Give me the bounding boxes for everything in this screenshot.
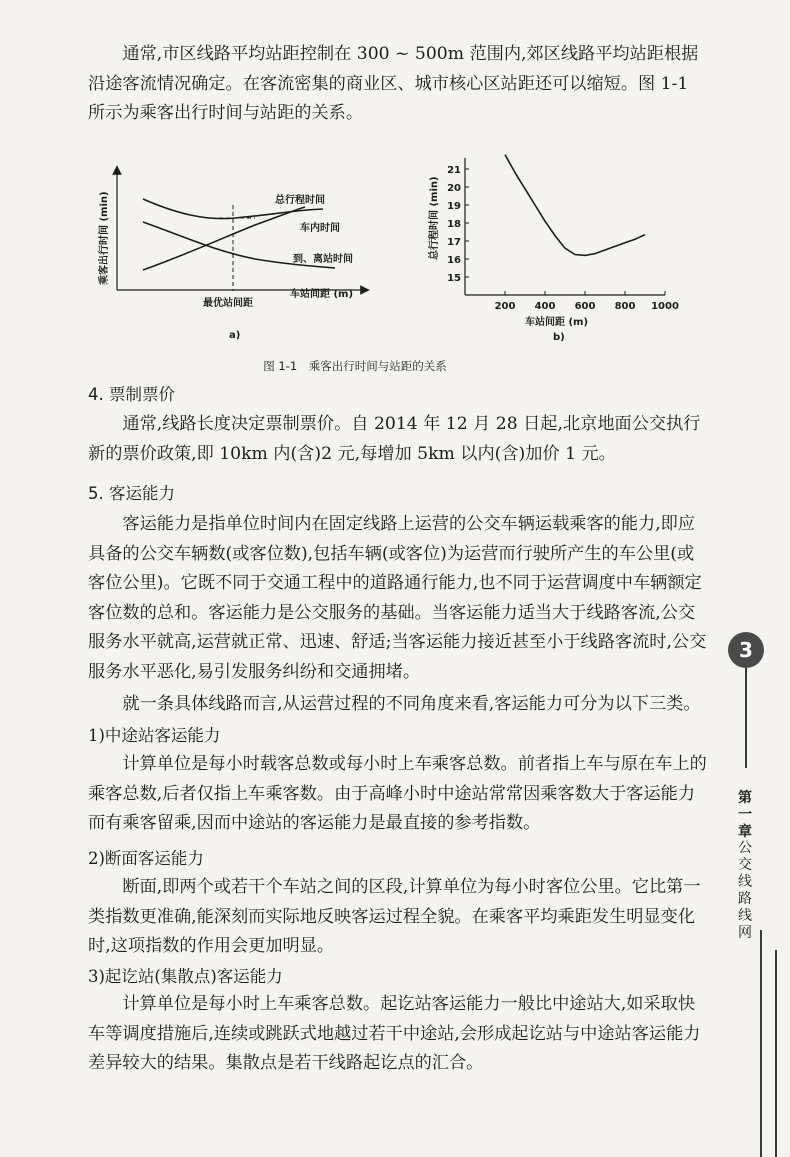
figure-a — [95, 165, 385, 345]
y-tick-label: 17 — [447, 237, 461, 248]
series-total-time — [505, 155, 645, 256]
panel-label-a: a) — [229, 330, 241, 341]
legend-access: 到、离站时间 — [293, 254, 353, 265]
intro-paragraph: 通常,市区线路平均站距控制在 300 ~ 500m 范围内,郊区线路平均站距根据沿途客流情况确定。在客流密集的商业区、城市核心区站距还可以缩短。图 1-1 所示为乘客出行时间与站距的关系。 — [88, 44, 699, 123]
section-5-title: 5. 客运能力 — [88, 484, 175, 503]
subsection-3-title: 3)起讫站(集散点)客运能力 — [88, 967, 283, 986]
y-tick-label: 20 — [447, 183, 461, 194]
y-tick-label: 18 — [447, 219, 461, 230]
y-tick-label: 15 — [447, 273, 461, 284]
subsection-3-text: 计算单位是每小时上车乘客总数。起讫站客运能力一般比中途站大,如采取快车等调度措施后,连续或跳跃式地越过若干中途站,会形成起讫站与中途站客运能力差异较大的结果。集散点是若干线路起讫点的汇合。 — [88, 994, 701, 1073]
x-tick-label: 200 — [494, 301, 516, 312]
y-tick-label: 16 — [447, 255, 461, 266]
ylabel-b: 总行程时间 (min) — [429, 176, 440, 260]
chapter-title: 公交线路线网 — [738, 840, 752, 941]
legend-total: 总行程时间 — [275, 195, 325, 206]
side-decor-line — [775, 950, 777, 1157]
subsection-2-text: 断面,即两个或若干个车站之间的区段,计算单位为每小时客位公里。它比第一类指数更准确,能深刻而实际地反映客运过程全貌。在乘客平均乘距发生明显变化时,这项指数的作用会更加明显。 — [88, 877, 701, 956]
x-tick-label: 800 — [614, 301, 636, 312]
section-4-paragraph: 通常,线路长度决定票制票价。自 2014 年 12 月 28 日起,北京地面公交执行新的票价政策,即 10km 内(含)2 元,每增加 5km 以内(含)加价 1 元。 — [88, 414, 701, 464]
legend-in-vehicle: 车内时间 — [300, 223, 340, 234]
section-5-paragraph: 客运能力是指单位时间内在固定线路上运营的公交车辆运载乘客的能力,即应具备的公交车辆数(或客位数),包括车辆(或客位)为运营而行驶所产生的车公里(或客位公里)。它既不同于交通工程中的道路通行能力,也不同于运营调度中车辆额定客位数的总和。客运能力是公交服务的基础。当客运能力适当大于线路客流,公交服务水平就高,运营就正常、迅速、舒适;当客运能力接近甚至小于线路客流时,公交服务水平恶化,易引发服务纠纷和交通拥堵。 — [88, 514, 707, 682]
subsection-2-title: 2)断面客运能力 — [88, 849, 204, 868]
chapter-divider — [745, 668, 747, 768]
side-decor-line — [760, 930, 762, 1157]
section-4-title: 4. 票制票价 — [88, 385, 175, 404]
optimum-label: 最优站间距 — [203, 298, 253, 309]
figure-caption: 图 1-1 乘客出行时间与站距的关系 — [263, 359, 447, 373]
chapter-label: 第一章 — [738, 790, 752, 840]
x-tick-label: 600 — [574, 301, 596, 312]
subsection-1-text: 计算单位是每小时载客总数或每小时上车乘客总数。前者指上车与原在车上的乘客总数,后者仅指上车乘客数。由于高峰小时中途站常常因乘客数大于客运能力而有乘客留乘,因而中途站的客运能力是最直接的参考指数。 — [88, 754, 707, 833]
xlabel-a: 车站间距 (m) — [290, 289, 354, 300]
x-tick-label: 1000 — [651, 301, 679, 312]
section-5-paragraph-2: 就一条具体线路而言,从运营过程的不同角度来看,客运能力可分为以下三类。 — [122, 694, 701, 714]
subsection-1-title: 1)中途站客运能力 — [88, 726, 221, 745]
xlabel-b: 车站间距 (m) — [525, 317, 589, 328]
figure-b — [425, 150, 685, 345]
page-number-badge: 3 — [728, 632, 764, 668]
curve-access — [143, 207, 305, 270]
y-tick-label: 19 — [447, 201, 461, 212]
y-tick-label: 21 — [447, 165, 461, 176]
ylabel-a: 乘客出行时间 (min) — [99, 191, 110, 285]
panel-label-b: b) — [553, 332, 565, 343]
x-tick-label: 400 — [534, 301, 556, 312]
